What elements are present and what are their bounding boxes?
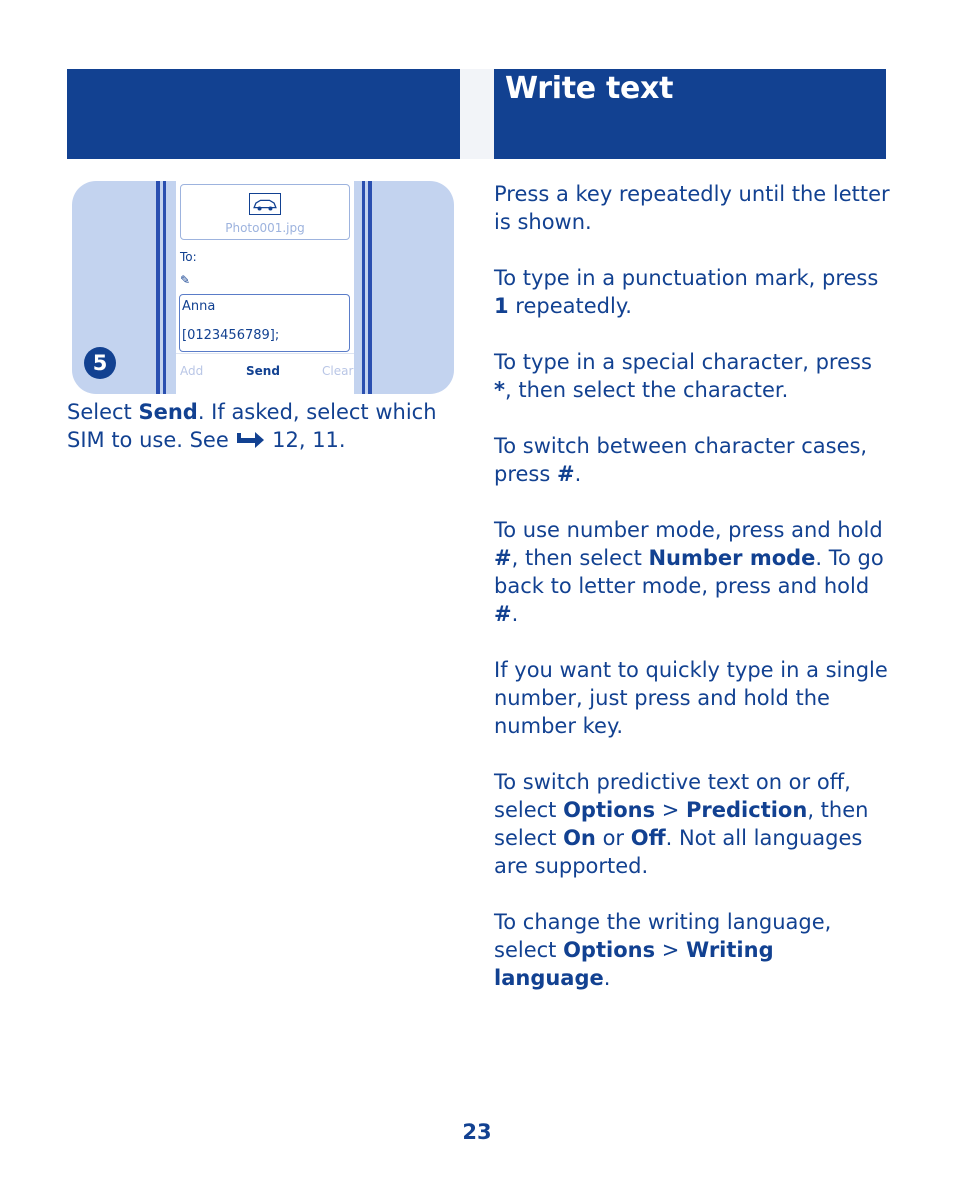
paragraph-bold: #: [494, 602, 512, 626]
paragraph-text: .: [603, 966, 611, 990]
section-title: Write text: [505, 71, 674, 106]
to-label: To:: [180, 250, 197, 264]
stripe-right-2: [368, 181, 372, 394]
paragraph-bold: Off: [630, 826, 666, 850]
paragraph-text: . To go back to letter mode, press and hold: [494, 546, 884, 598]
paragraph-text: If you want to quickly type in a single number, just press and hold the number key.: [494, 658, 888, 738]
paragraph-text: To type in a special character, press: [494, 350, 872, 374]
car-icon: [249, 193, 281, 215]
paragraph-text: To switch between character cases, press: [494, 434, 868, 486]
recipient-number: [0123456789];: [182, 328, 280, 343]
paragraph-text: , then select: [494, 798, 869, 850]
paragraph-bold: Prediction: [686, 798, 808, 822]
softkey-clear: Clear: [322, 364, 354, 378]
paragraph-text: To type in a punctuation mark, press: [494, 266, 879, 290]
paragraph-text: or: [595, 826, 631, 850]
paragraph-text: repeatedly.: [508, 294, 632, 318]
paragraph-text: , then select the character.: [504, 378, 789, 402]
recipient-name: Anna: [182, 299, 216, 314]
step-caption: [67, 398, 467, 454]
pen-icon: ✎: [180, 273, 191, 287]
paragraph: [494, 432, 894, 488]
link-arrow-icon[interactable]: [235, 430, 265, 450]
softkey-add: Add: [180, 364, 204, 378]
phone-screen: [176, 181, 354, 394]
paragraph-bold: #: [494, 546, 512, 570]
paragraph-text: . Not all languages are supported.: [494, 826, 863, 878]
paragraph-text: , then select: [511, 546, 649, 570]
paragraph-bold: Options: [563, 938, 656, 962]
paragraph: [494, 908, 894, 992]
paragraph-bold: Number mode: [648, 546, 816, 570]
paragraph-bold: 1: [494, 294, 509, 318]
paragraph: [494, 516, 894, 628]
paragraph: [494, 656, 894, 740]
paragraph-bold: On: [563, 826, 596, 850]
softkey-bar: [176, 353, 354, 394]
stripe-right-1: [362, 181, 365, 394]
phone-screen-illustration: [72, 181, 454, 394]
instructions-column: [494, 180, 894, 1020]
page-number: 23: [462, 1120, 492, 1144]
paragraph-bold: *: [494, 378, 505, 402]
stripe-left-1: [156, 181, 160, 394]
header-bar-right: [494, 69, 886, 159]
step-number-badge: 5: [84, 347, 116, 379]
attachment-name: Photo001.jpg: [225, 221, 305, 235]
paragraph-text: To change the writing language, select: [494, 910, 832, 962]
paragraph-text: .: [574, 462, 582, 486]
menu-separator: >: [655, 798, 687, 822]
paragraph-text: Press a key repeatedly until the letter is shown.: [494, 182, 890, 234]
paragraph-text: To switch predictive text on or off, select: [494, 770, 851, 822]
stripe-left-2: [163, 181, 166, 394]
attachment-box: [180, 184, 350, 240]
paragraph-bold: #: [556, 462, 575, 486]
recipient-field: [179, 294, 350, 352]
header-bar-left: [67, 69, 460, 159]
caption-page-reference[interactable]: 12, 11.: [265, 428, 346, 452]
paragraph: [494, 348, 894, 404]
caption-bold: Send: [138, 400, 198, 424]
paragraph: [494, 768, 894, 880]
menu-separator: >: [655, 938, 687, 962]
paragraph-bold: Writing language: [494, 938, 774, 990]
paragraph-text: .: [511, 602, 519, 626]
paragraph: [494, 264, 894, 320]
paragraph-text: To use number mode, press and hold: [494, 518, 883, 542]
caption-text: Select: [67, 400, 139, 424]
caption-text: . If asked, select which SIM to use. See: [67, 400, 437, 452]
paragraph: [494, 180, 894, 236]
header-gap: [460, 69, 494, 159]
softkey-send: Send: [246, 364, 280, 378]
paragraph-bold: Options: [563, 798, 656, 822]
